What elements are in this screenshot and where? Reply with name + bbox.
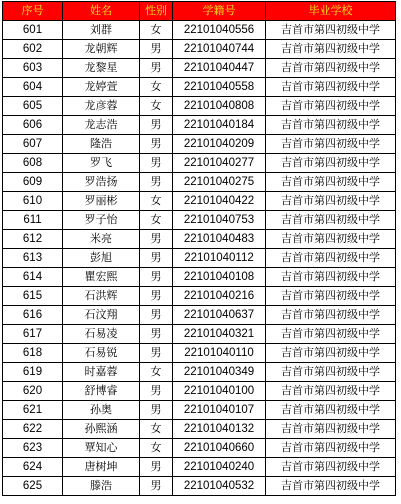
cell-name: 罗子怡 xyxy=(63,211,140,230)
cell-seq: 625 xyxy=(3,477,63,496)
table-row xyxy=(3,40,396,59)
cell-school: 吉首市第四初级中学 xyxy=(266,439,396,458)
cell-school: 吉首市第四初级中学 xyxy=(266,230,396,249)
cell-gender: 男 xyxy=(140,382,173,401)
cell-student-id: 22101040422 xyxy=(173,192,266,211)
cell-gender: 男 xyxy=(140,325,173,344)
cell-name: 刘群 xyxy=(63,21,140,40)
cell-student-id: 22101040277 xyxy=(173,154,266,173)
cell-gender: 女 xyxy=(140,97,173,116)
cell-gender: 男 xyxy=(140,458,173,477)
cell-gender: 男 xyxy=(140,116,173,135)
cell-name: 龙志浩 xyxy=(63,116,140,135)
cell-school: 吉首市第四初级中学 xyxy=(266,21,396,40)
cell-gender: 男 xyxy=(140,154,173,173)
cell-school: 吉首市第四初级中学 xyxy=(266,344,396,363)
cell-school: 吉首市第四初级中学 xyxy=(266,78,396,97)
cell-student-id: 22101040483 xyxy=(173,230,266,249)
cell-name: 时嘉蓉 xyxy=(63,363,140,382)
cell-seq: 618 xyxy=(3,344,63,363)
table-row xyxy=(3,401,396,420)
cell-seq: 603 xyxy=(3,59,63,78)
cell-student-id: 22101040532 xyxy=(173,477,266,496)
cell-school: 吉首市第四初级中学 xyxy=(266,477,396,496)
cell-seq: 621 xyxy=(3,401,63,420)
cell-gender: 男 xyxy=(140,306,173,325)
cell-gender: 男 xyxy=(140,173,173,192)
table-row xyxy=(3,78,396,97)
table-row xyxy=(3,477,396,496)
table-row xyxy=(3,325,396,344)
cell-name: 罗飞 xyxy=(63,154,140,173)
cell-student-id: 22101040753 xyxy=(173,211,266,230)
cell-gender: 男 xyxy=(140,230,173,249)
cell-school: 吉首市第四初级中学 xyxy=(266,97,396,116)
header-school: 毕业学校 xyxy=(266,2,396,21)
cell-school: 吉首市第四初级中学 xyxy=(266,268,396,287)
table-body xyxy=(3,2,396,496)
cell-student-id: 22101040216 xyxy=(173,287,266,306)
cell-gender: 女 xyxy=(140,211,173,230)
cell-school: 吉首市第四初级中学 xyxy=(266,211,396,230)
cell-gender: 男 xyxy=(140,249,173,268)
cell-school: 吉首市第四初级中学 xyxy=(266,173,396,192)
cell-name: 孙熙涵 xyxy=(63,420,140,439)
cell-student-id: 22101040132 xyxy=(173,420,266,439)
cell-student-id: 22101040108 xyxy=(173,268,266,287)
cell-seq: 610 xyxy=(3,192,63,211)
cell-gender: 男 xyxy=(140,59,173,78)
cell-gender: 男 xyxy=(140,344,173,363)
table-row xyxy=(3,173,396,192)
cell-name: 龙彦蓉 xyxy=(63,97,140,116)
table-row xyxy=(3,59,396,78)
cell-seq: 602 xyxy=(3,40,63,59)
cell-gender: 男 xyxy=(140,477,173,496)
cell-student-id: 22101040184 xyxy=(173,116,266,135)
cell-school: 吉首市第四初级中学 xyxy=(266,287,396,306)
cell-student-id: 22101040447 xyxy=(173,59,266,78)
cell-school: 吉首市第四初级中学 xyxy=(266,192,396,211)
cell-student-id: 22101040660 xyxy=(173,439,266,458)
cell-name: 罗丽彬 xyxy=(63,192,140,211)
cell-school: 吉首市第四初级中学 xyxy=(266,401,396,420)
table-row xyxy=(3,249,396,268)
table-row xyxy=(3,458,396,477)
cell-student-id: 22101040637 xyxy=(173,306,266,325)
cell-student-id: 22101040240 xyxy=(173,458,266,477)
table-row xyxy=(3,363,396,382)
cell-school: 吉首市第四初级中学 xyxy=(266,382,396,401)
cell-seq: 614 xyxy=(3,268,63,287)
cell-name: 石洪辉 xyxy=(63,287,140,306)
cell-gender: 女 xyxy=(140,420,173,439)
cell-school: 吉首市第四初级中学 xyxy=(266,420,396,439)
cell-student-id: 22101040558 xyxy=(173,78,266,97)
cell-name: 覃知心 xyxy=(63,439,140,458)
header-name: 姓名 xyxy=(63,2,140,21)
cell-seq: 607 xyxy=(3,135,63,154)
table-row xyxy=(3,439,396,458)
table-row xyxy=(3,287,396,306)
cell-seq: 605 xyxy=(3,97,63,116)
cell-seq: 613 xyxy=(3,249,63,268)
cell-gender: 女 xyxy=(140,363,173,382)
cell-name: 石汶翔 xyxy=(63,306,140,325)
cell-name: 彭旭 xyxy=(63,249,140,268)
cell-school: 吉首市第四初级中学 xyxy=(266,135,396,154)
cell-seq: 624 xyxy=(3,458,63,477)
header-student-id: 学籍号 xyxy=(173,2,266,21)
cell-seq: 604 xyxy=(3,78,63,97)
cell-name: 米亮 xyxy=(63,230,140,249)
table-row xyxy=(3,344,396,363)
cell-gender: 男 xyxy=(140,135,173,154)
cell-seq: 623 xyxy=(3,439,63,458)
cell-seq: 620 xyxy=(3,382,63,401)
cell-gender: 女 xyxy=(140,192,173,211)
table-row xyxy=(3,116,396,135)
cell-student-id: 22101040209 xyxy=(173,135,266,154)
table-row xyxy=(3,154,396,173)
table-row xyxy=(3,268,396,287)
cell-gender: 女 xyxy=(140,78,173,97)
cell-student-id: 22101040100 xyxy=(173,382,266,401)
table-row xyxy=(3,420,396,439)
cell-name: 罗浩扬 xyxy=(63,173,140,192)
cell-seq: 616 xyxy=(3,306,63,325)
table-row xyxy=(3,382,396,401)
table-row xyxy=(3,135,396,154)
cell-name: 隆浩 xyxy=(63,135,140,154)
cell-seq: 619 xyxy=(3,363,63,382)
cell-gender: 男 xyxy=(140,287,173,306)
table-row xyxy=(3,230,396,249)
table-row xyxy=(3,21,396,40)
cell-seq: 608 xyxy=(3,154,63,173)
cell-name: 龙朝辉 xyxy=(63,40,140,59)
cell-gender: 男 xyxy=(140,40,173,59)
header-gender: 性别 xyxy=(140,2,173,21)
cell-name: 滕浩 xyxy=(63,477,140,496)
cell-name: 唐树坤 xyxy=(63,458,140,477)
cell-school: 吉首市第四初级中学 xyxy=(266,306,396,325)
cell-gender: 男 xyxy=(140,268,173,287)
cell-school: 吉首市第四初级中学 xyxy=(266,154,396,173)
cell-name: 龙婷萱 xyxy=(63,78,140,97)
table-row xyxy=(3,211,396,230)
cell-seq: 617 xyxy=(3,325,63,344)
cell-name: 龙黎星 xyxy=(63,59,140,78)
cell-school: 吉首市第四初级中学 xyxy=(266,40,396,59)
cell-name: 石易凌 xyxy=(63,325,140,344)
cell-name: 瞿宏熙 xyxy=(63,268,140,287)
cell-gender: 女 xyxy=(140,21,173,40)
cell-school: 吉首市第四初级中学 xyxy=(266,249,396,268)
cell-name: 舒博睿 xyxy=(63,382,140,401)
cell-seq: 609 xyxy=(3,173,63,192)
cell-name: 石易锐 xyxy=(63,344,140,363)
cell-school: 吉首市第四初级中学 xyxy=(266,116,396,135)
cell-seq: 622 xyxy=(3,420,63,439)
cell-seq: 615 xyxy=(3,287,63,306)
cell-school: 吉首市第四初级中学 xyxy=(266,458,396,477)
student-table xyxy=(2,1,396,496)
cell-seq: 601 xyxy=(3,21,63,40)
cell-seq: 611 xyxy=(3,211,63,230)
cell-seq: 606 xyxy=(3,116,63,135)
cell-gender: 男 xyxy=(140,401,173,420)
cell-student-id: 22101040744 xyxy=(173,40,266,59)
cell-student-id: 22101040107 xyxy=(173,401,266,420)
cell-school: 吉首市第四初级中学 xyxy=(266,59,396,78)
table-row xyxy=(3,97,396,116)
cell-school: 吉首市第四初级中学 xyxy=(266,363,396,382)
cell-student-id: 22101040112 xyxy=(173,249,266,268)
cell-school: 吉首市第四初级中学 xyxy=(266,325,396,344)
cell-student-id: 22101040110 xyxy=(173,344,266,363)
header-row xyxy=(3,2,396,21)
cell-student-id: 22101040275 xyxy=(173,173,266,192)
cell-gender: 女 xyxy=(140,439,173,458)
table-row xyxy=(3,306,396,325)
cell-student-id: 22101040808 xyxy=(173,97,266,116)
cell-seq: 612 xyxy=(3,230,63,249)
cell-name: 孙奥 xyxy=(63,401,140,420)
cell-student-id: 22101040556 xyxy=(173,21,266,40)
header-seq: 序号 xyxy=(3,2,63,21)
table-row xyxy=(3,192,396,211)
cell-student-id: 22101040321 xyxy=(173,325,266,344)
cell-student-id: 22101040349 xyxy=(173,363,266,382)
